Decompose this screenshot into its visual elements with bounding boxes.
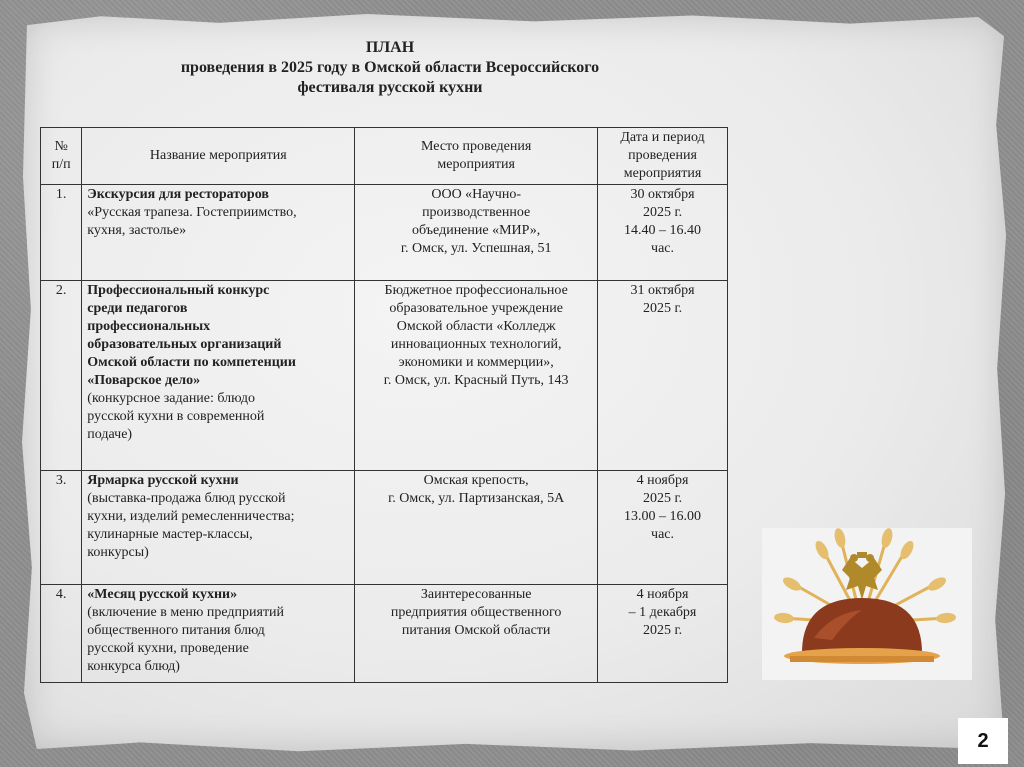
row-num: 1. bbox=[41, 185, 82, 281]
row-place: ООО «Научно- производственное объединение «МИР», г. Омск, ул. Успешная, 51 bbox=[355, 185, 598, 281]
bread-with-eagle-emblem-icon bbox=[762, 528, 972, 680]
row-place: Бюджетное профессиональное образовательное учреждение Омской области «Колледж инновационных технологий, экономики и коммерции», г. Омск, ул. Красный Путь, 143 bbox=[355, 281, 598, 471]
table-header-row bbox=[41, 128, 728, 185]
row-date: 4 ноября 2025 г. 13.00 – 16.00 час. bbox=[598, 471, 728, 585]
title-line-3: фестиваля русской кухни bbox=[297, 79, 483, 96]
header-date: Дата и период проведения мероприятия bbox=[598, 128, 728, 185]
row-num: 4. bbox=[41, 585, 82, 683]
row-name: Профессиональный конкурс среди педагогов профессиональных образовательных организаций Омской области по компетенции «Поварское дело» (конкурсное задание: блюдо русской кухни в современной подаче) bbox=[82, 281, 355, 471]
header-name: Название мероприятия bbox=[82, 128, 355, 185]
row-place: Омская крепость, г. Омск, ул. Партизанская, 5А bbox=[355, 471, 598, 585]
row-name: Ярмарка русской кухни (выставка-продажа блюд русской кухни, изделий ремесленничества; кулинарные мастер-классы, конкурсы) bbox=[82, 471, 355, 585]
table-row bbox=[41, 281, 728, 471]
row-num: 3. bbox=[41, 471, 82, 585]
header-num: № п/п bbox=[41, 128, 82, 185]
events-table bbox=[40, 127, 728, 683]
row-date: 31 октября 2025 г. bbox=[598, 281, 728, 471]
row-date: 4 ноября – 1 декабря 2025 г. bbox=[598, 585, 728, 683]
row-num: 2. bbox=[41, 281, 82, 471]
page-number: 2 bbox=[958, 718, 1008, 764]
header-place: Место проведения мероприятия bbox=[355, 128, 598, 185]
table-row bbox=[41, 185, 728, 281]
row-name: Экскурсия для рестораторов «Русская трапеза. Гостеприимство, кухня, застолье» bbox=[82, 185, 355, 281]
row-place: Заинтересованные предприятия общественного питания Омской области bbox=[355, 585, 598, 683]
table-row bbox=[41, 585, 728, 683]
page-title bbox=[90, 38, 690, 98]
title-line-2: проведения в 2025 году в Омской области Всероссийского bbox=[180, 59, 600, 76]
table-row bbox=[41, 471, 728, 585]
emblem-svg bbox=[762, 528, 972, 680]
row-name: «Месяц русской кухни» (включение в меню предприятий общественного питания блюд русской кухни, проведение конкурса блюд) bbox=[82, 585, 355, 683]
row-date: 30 октября 2025 г. 14.40 – 16.40 час. bbox=[598, 185, 728, 281]
title-line-1: ПЛАН bbox=[365, 39, 415, 56]
